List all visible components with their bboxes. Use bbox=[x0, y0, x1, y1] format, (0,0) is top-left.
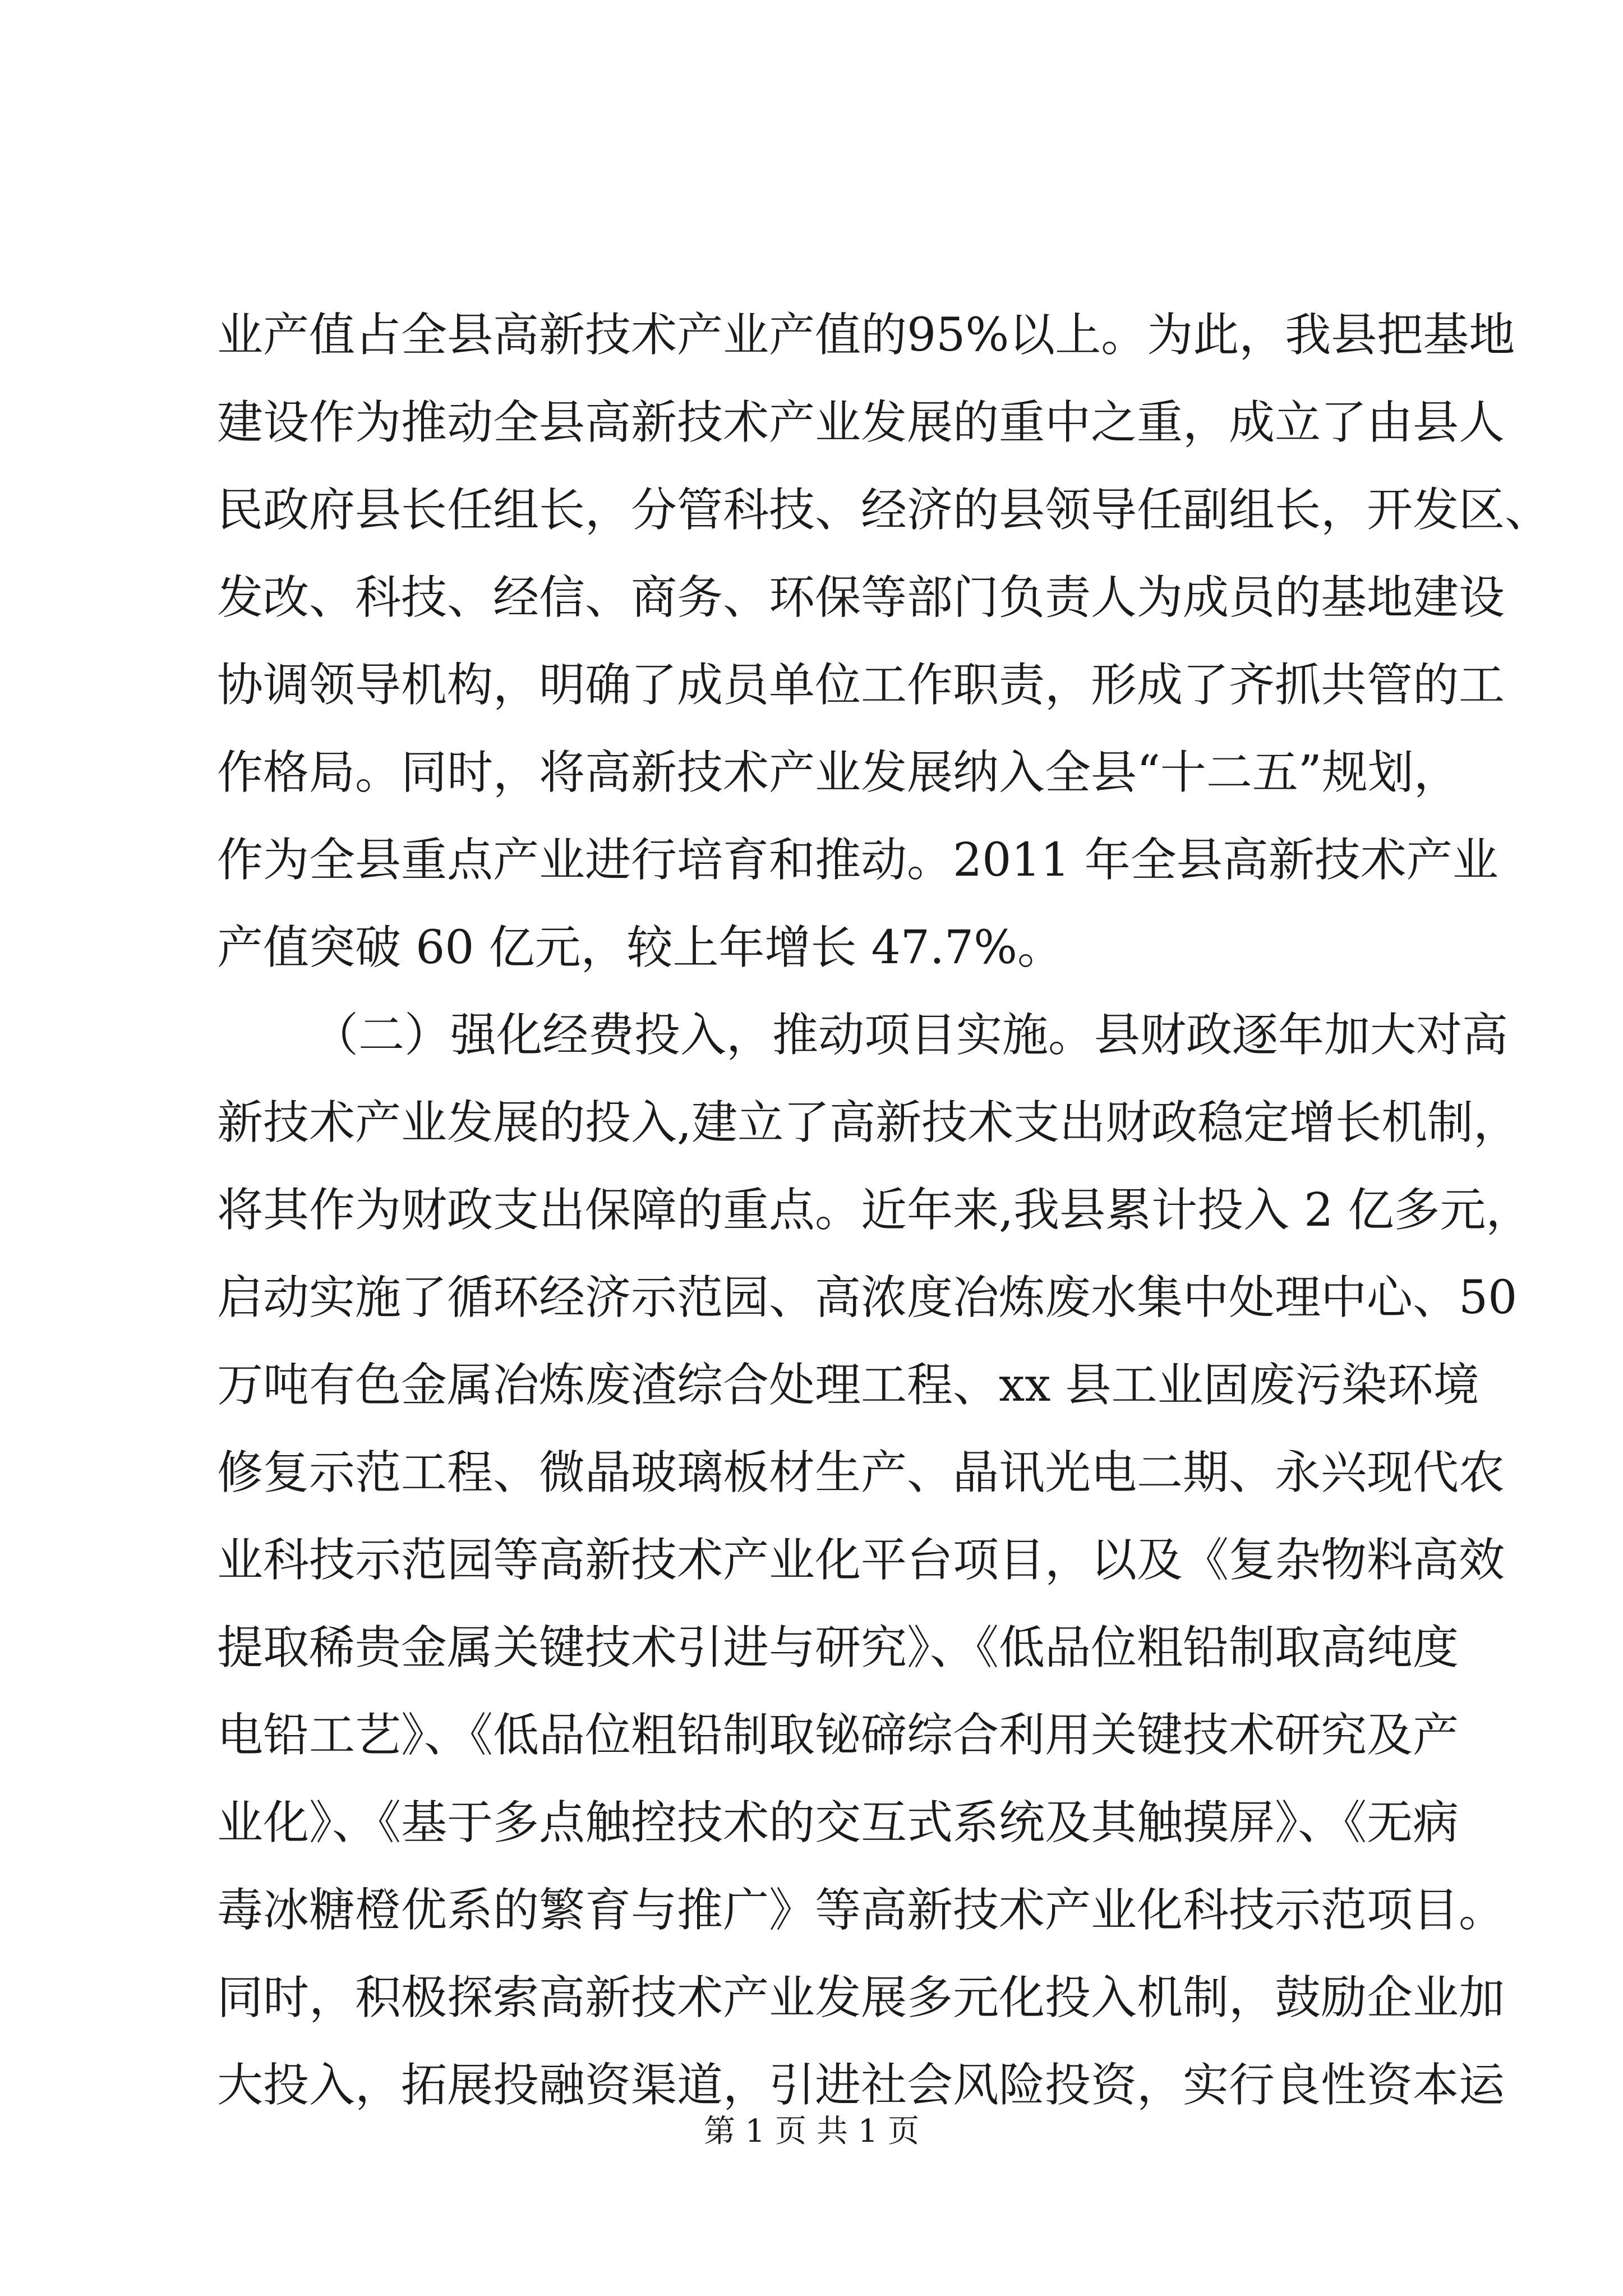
text-line: 同时，积极探索高新技术产业发展多元化投入机制，鼓励企业加 bbox=[217, 1971, 1505, 2024]
text-line: 启动实施了循环经济示范园、高浓度冶炼废水集中处理中心、50 bbox=[217, 1271, 1518, 1324]
text-line: 作为全县重点产业进行培育和推动。2011 年全县高新技术产业 bbox=[217, 834, 1498, 887]
text-line: 发改、科技、经信、商务、环保等部门负责人为成员的基地建设 bbox=[217, 571, 1505, 624]
text-line: 将其作为财政支出保障的重点。近年来,我县累计投入 2 亿多元， bbox=[217, 1184, 1532, 1237]
text-line: 万吨有色金属冶炼废渣综合处理工程、xx 县工业固废污染环境 bbox=[217, 1359, 1479, 1412]
text-line: 建设作为推动全县高新技术产业发展的重中之重，成立了由县人 bbox=[217, 396, 1505, 449]
text-line: 电铅工艺》、《低品位粗铅制取铋碲综合利用关键技术研究及产 bbox=[217, 1709, 1459, 1762]
text-line: 协调领导机构，明确了成员单位工作职责，形成了齐抓共管的工 bbox=[217, 659, 1505, 712]
text-line: 民政府县长任组长，分管科技、经济的县领导任副组长，开发区、 bbox=[217, 484, 1551, 537]
page-footer: 第 1 页 共 1 页 bbox=[703, 2113, 920, 2150]
text-line: 作格局。同时，将高新技术产业发展纳入全县“十二五”规划， bbox=[217, 746, 1460, 799]
text-line: 业化》、《基于多点触控技术的交互式系统及其触摸屏》、《无病 bbox=[217, 1796, 1459, 1849]
text-line: 业科技示范园等高新技术产业化平台项目，以及《复杂物料高效 bbox=[217, 1534, 1505, 1587]
text-line: 产值突破 60 亿元，较上年增长 47.7%。 bbox=[217, 921, 1064, 974]
document-body bbox=[217, 292, 1551, 2129]
text-line: 提取稀贵金属关键技术引进与研究》、《低品位粗铅制取高纯度 bbox=[217, 1621, 1459, 1674]
text-line: 新技术产业发展的投入,建立了高新技术支出财政稳定增长机制， bbox=[217, 1096, 1520, 1149]
text-line: （二）强化经费投入，推动项目实施。县财政逐年加大对高 bbox=[312, 1009, 1509, 1062]
text-line: 业产值占全县高新技术产业产值的95%以上。为此，我县把基地 bbox=[217, 309, 1515, 362]
text-line: 修复示范工程、微晶玻璃板材生产、晶讯光电二期、永兴现代农 bbox=[217, 1446, 1505, 1499]
text-line: 大投入，拓展投融资渠道，引进社会风险投资，实行良性资本运 bbox=[217, 2059, 1505, 2112]
text-line: 毒冰糖橙优系的繁育与推广》等高新技术产业化科技示范项目。 bbox=[217, 1884, 1505, 1937]
